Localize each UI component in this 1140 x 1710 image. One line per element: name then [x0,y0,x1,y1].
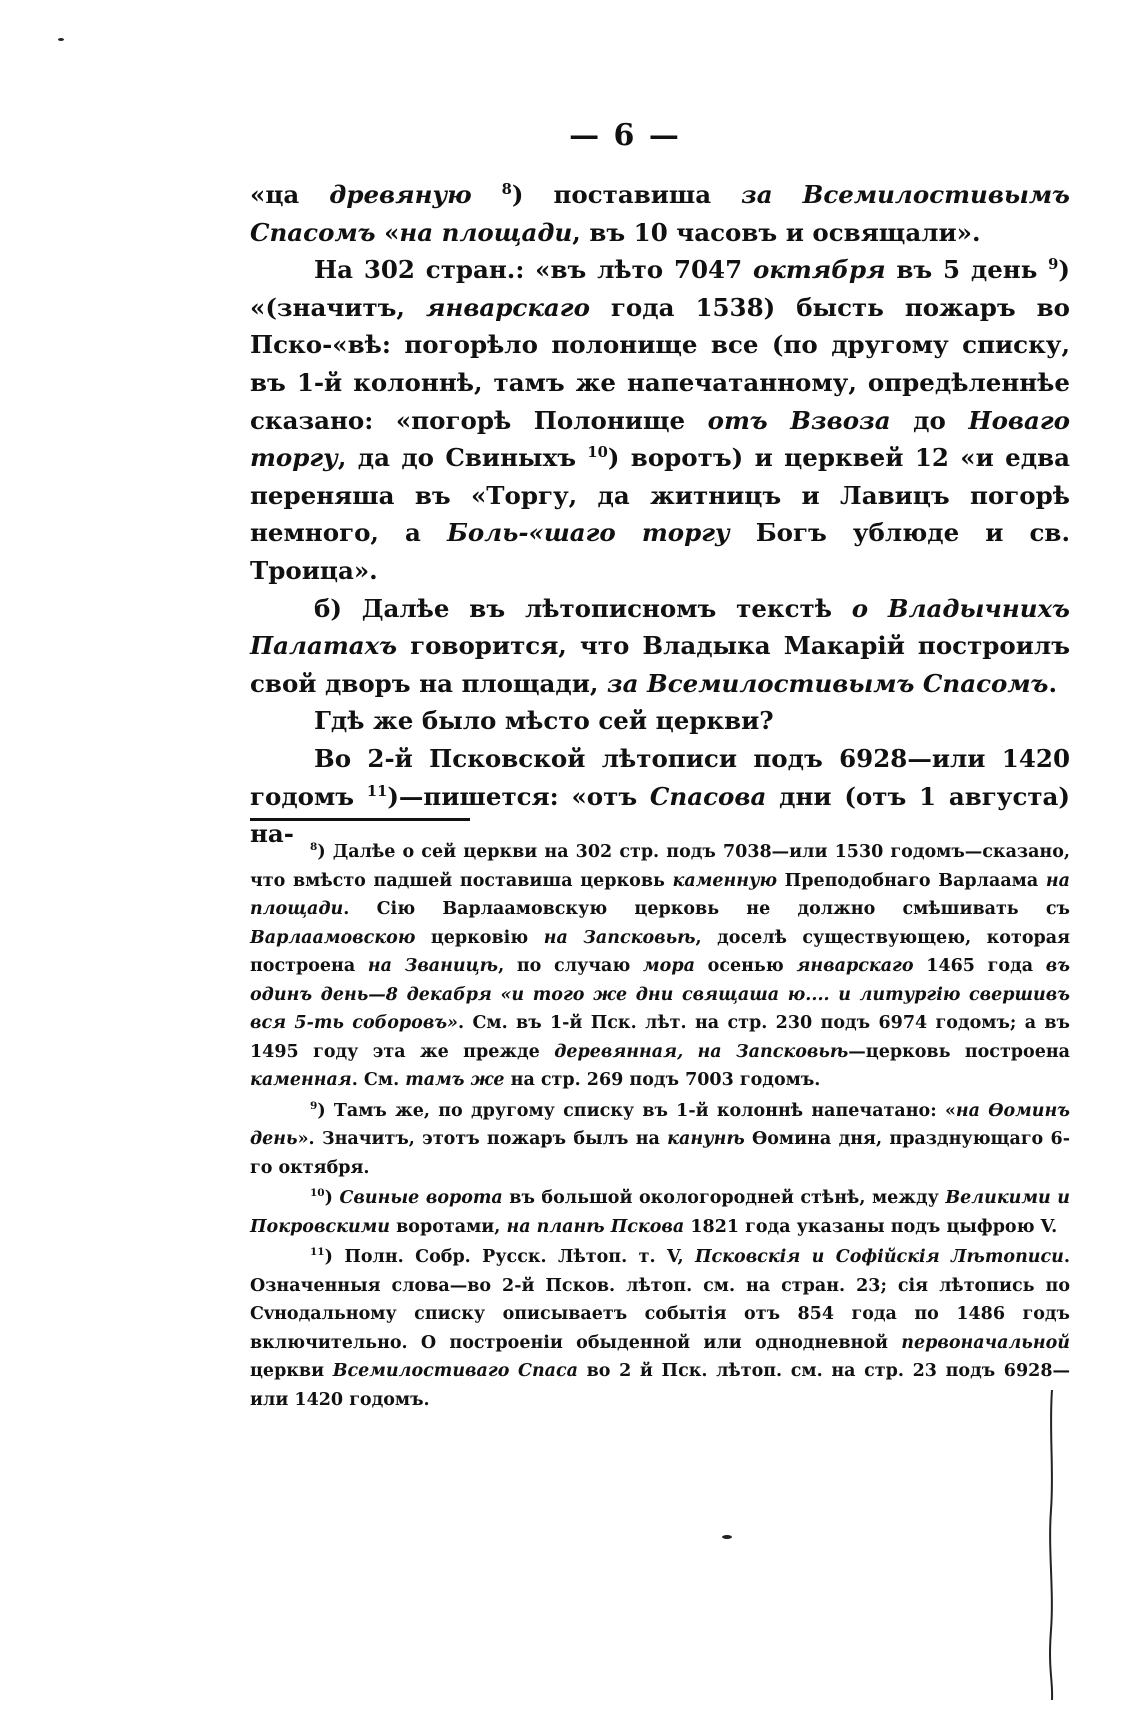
main-paragraph-1: «ца древяную $^8$) поставиша за Всемилостивымъ Спасомъ «на площади, въ 10 часовъ и освящали». [250,180,1070,247]
main-paragraph-5: Во 2-й Псковской лѣтописи подъ 6928—или 1420 годомъ $^{11}$)—пишется: «отъ Спасова дни (отъ 1 августа) на- [250,743,1071,849]
footnote-10: $^{10}$) Свиные ворота въ большой окологородней стѣнѣ, между Великими и Покровскими воротами, на планѣ Пскова 1821 года указаны подъ цыфрою V. [250,1187,1071,1237]
ink-speck [722,1535,732,1539]
main-paragraph-3: б) Далѣе въ лѣтописномъ текстѣ о Владычнихъ Палатахъ говорится, что Владыка Макарій построилъ свой дворъ на площади, за Всемилостивымъ Спасомъ. [250,593,1070,698]
footnote-11: $^{11}$) Полн. Собр. Русск. Лѣтоп. т. V, Псковскія и Софійскія Лѣтописи. Означенныя слова—во 2-й Псков. лѣтоп. см. на стран. 23; сія лѣтопись по Сvнодальному списку описываетъ событія отъ 854 года по 1486 годъ включительно. О построеніи обыденной или однодневной первоначальной церкви Всемилостиваго Спаса во 2 й Пск. лѣтоп. см. на стр. 23 подъ 6928—или 1420 годомъ. [250,1246,1070,1410]
margin-ink-mark [1045,1390,1059,1700]
ink-speck [58,38,64,41]
main-text [250,176,1070,853]
footnotes [250,838,1070,1414]
footnote-separator [250,818,470,821]
main-paragraph-2: На 302 стран.: «въ лѣто 7047 октября въ 5 день $^9$) «(значитъ, январскаго года 1538) бысть пожаръ во Пско-«вѣ: погорѣло полонище все (по другому списку, въ 1-й колоннѣ, тамъ же напечатанному, опредѣленнѣе сказано: «погорѣ Полонище отъ Взвоза до Новаго торгу, да до Свиныхъ $^{10}$) воротъ) и церквей 12 «и едва переняша въ «Торгу, да житницъ и Лавицъ погорѣ немного, а Боль-«шаго торгу Богъ ублюде и св. Троица». [250,255,1070,585]
footnote-9: $^9$) Тамъ же, по другому списку въ 1-й колоннѣ напечатано: «на Ѳоминъ день». Значитъ, этотъ пожаръ былъ на канунѣ Ѳомина дня, празднующаго 6-го октября. [250,1099,1070,1178]
main-paragraph-4: Гдѣ же было мѣсто сей церкви? [314,706,774,736]
footnote-8: $^8$) Далѣе о сей церкви на 302 стр. подъ 7038—или 1530 годомъ—сказано, что вмѣсто падшей поставиша церковь каменную Преподобнаго Варлаама на площади. Сію Варлаамовскую церковь не должно смѣшивать съ Варлаамовскою церковію на Запсковьѣ, доселѣ существующею, которая построена на Званицѣ, по случаю мора осенью январскаго 1465 года въ одинъ день—8 декабря «и того же дни свящаша ю.... и литургію свершивъ вся 5-ть соборовъ». См. въ 1-й Пск. лѣт. на стр. 230 подъ 6974 годомъ; а въ 1495 году эта же прежде деревянная, на Запсковьѣ—церковь построена каменная. См. тамъ же на стр. 269 подъ 7003 годомъ. [250,841,1071,1090]
page-number: — 6 — [569,118,681,153]
